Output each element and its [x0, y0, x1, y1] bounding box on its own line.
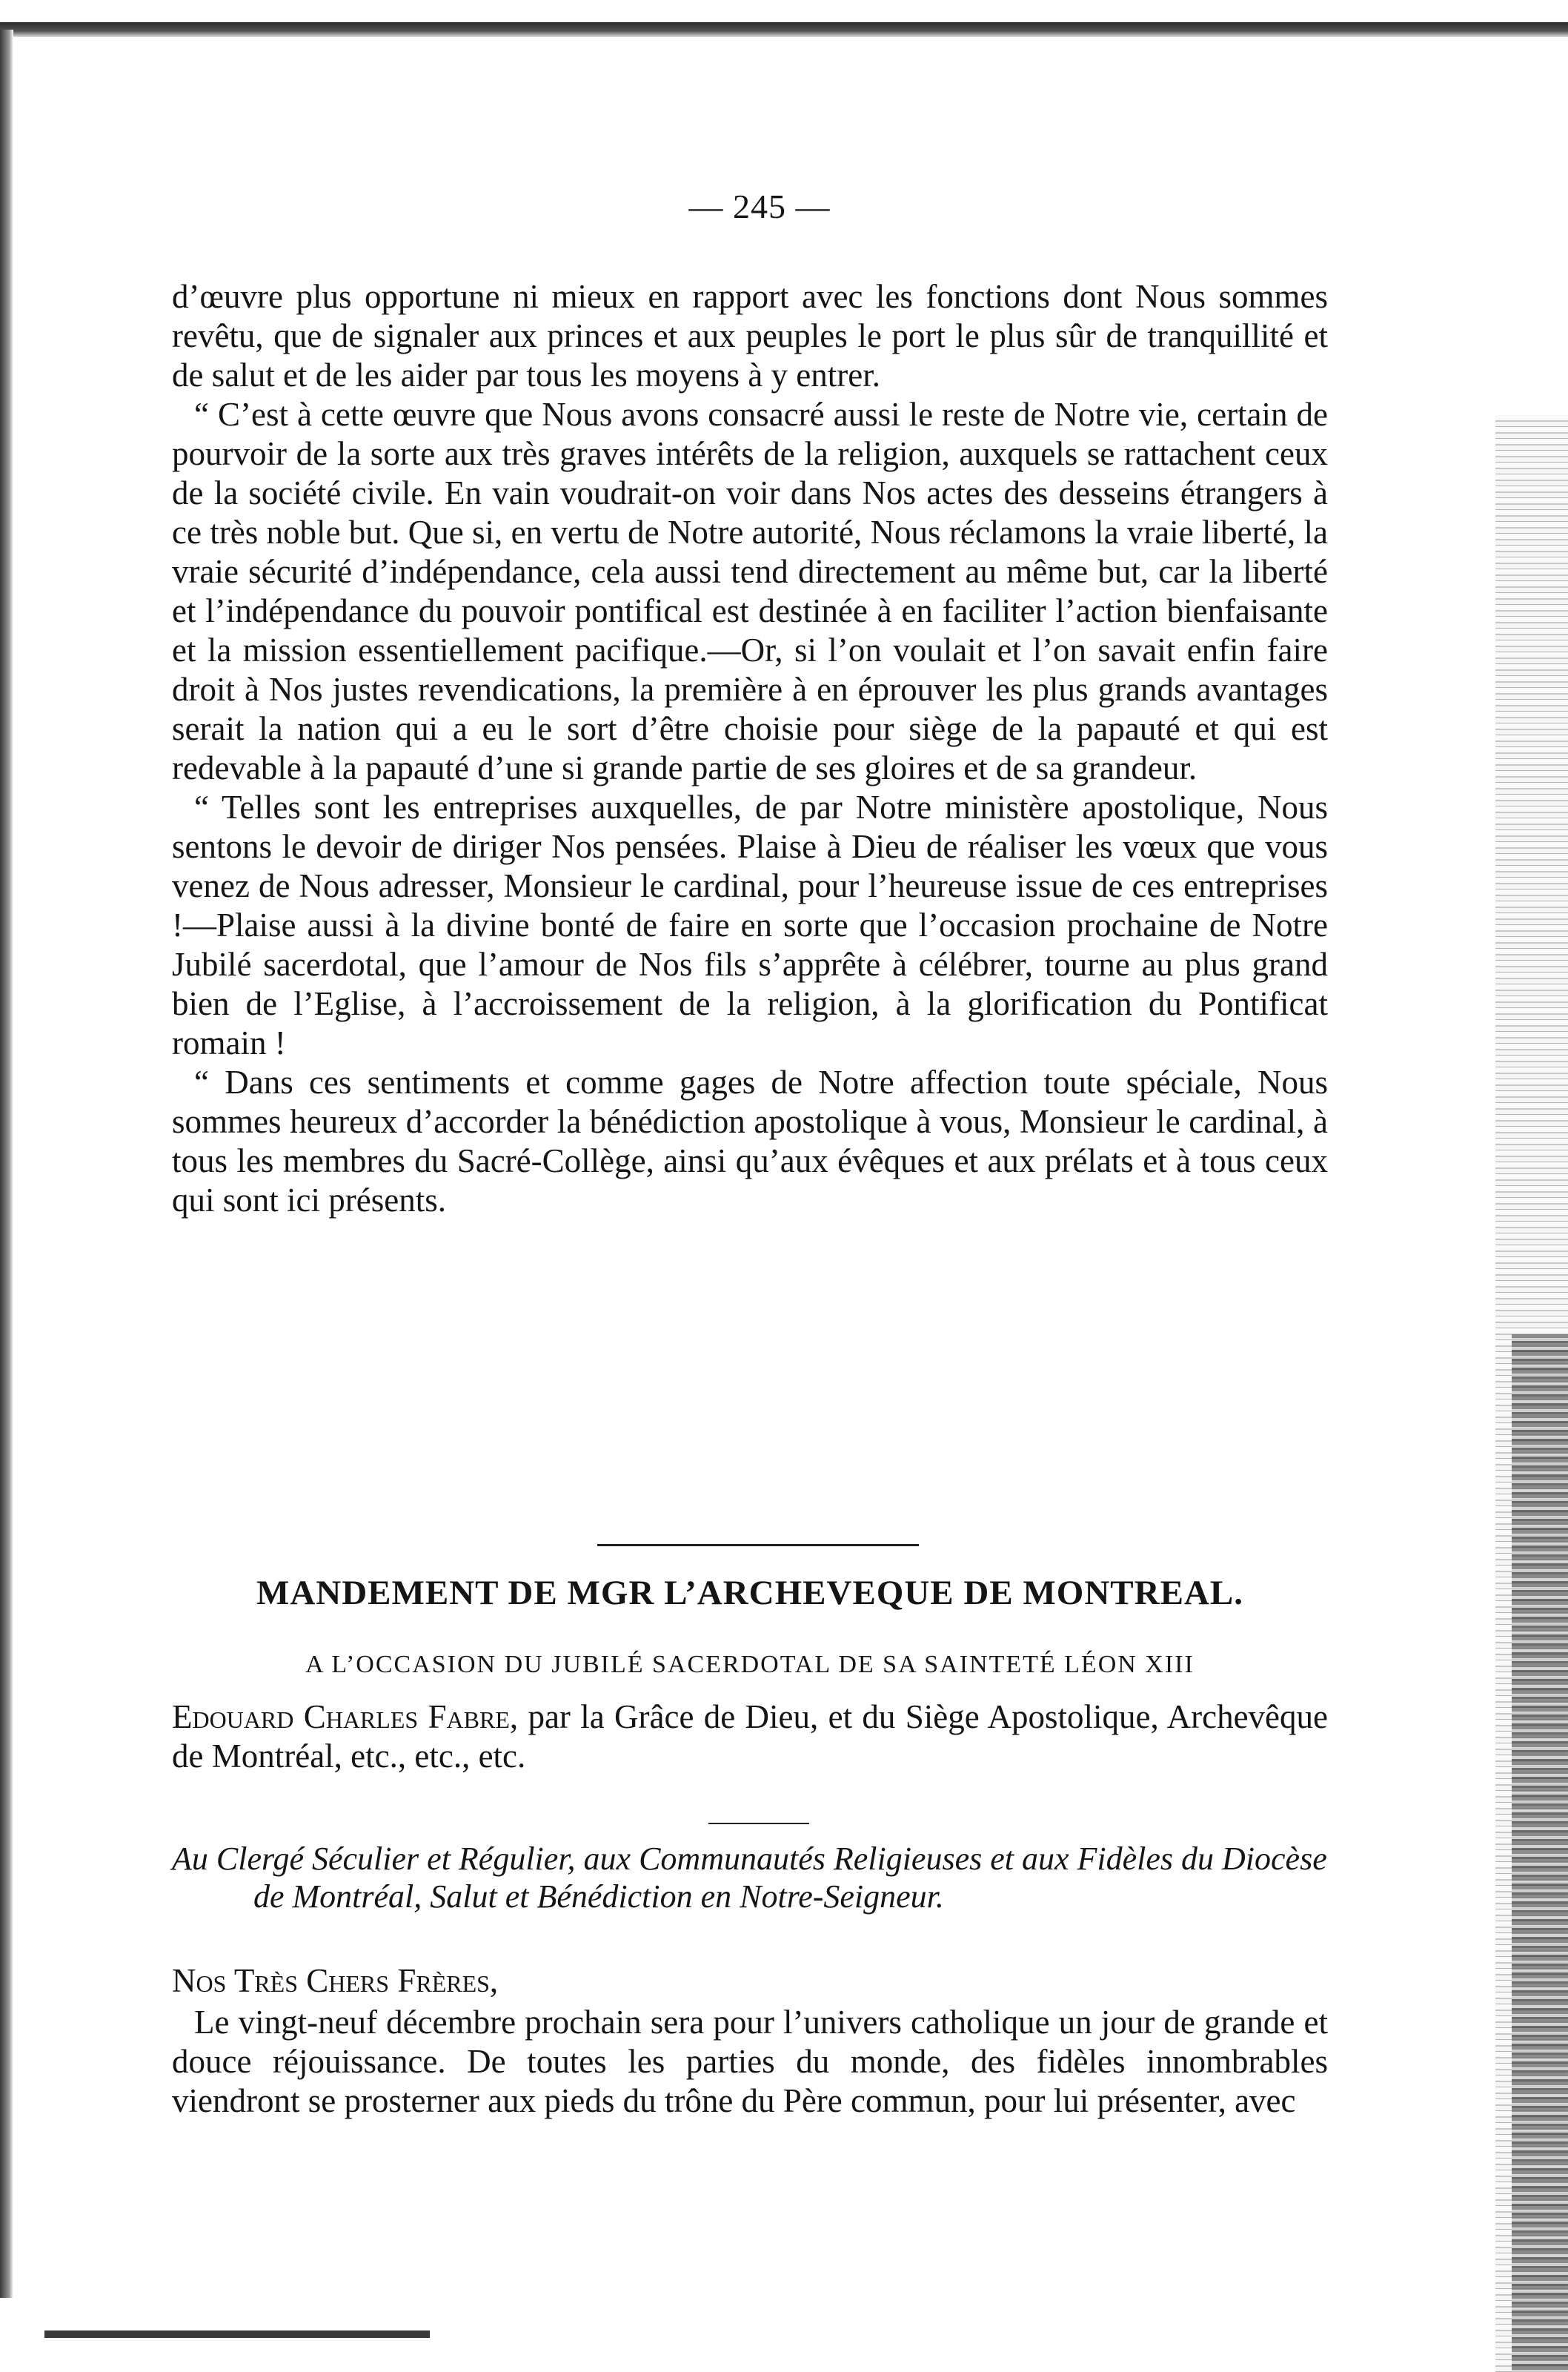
paragraph: Le vingt-neuf décembre prochain sera pour l’univers catholique un jour de grande et douce réjouissance. De toutes les parties du monde, des fidèles innombrables viendront se prosterner aux pieds du trône du Père commun, pour lui présenter, avec [172, 2004, 1328, 2119]
page-number: — 245 — [688, 188, 831, 225]
mandement-author [172, 1697, 1328, 1776]
section-divider [597, 1544, 919, 1546]
scan-edge-top [0, 22, 1568, 37]
short-divider [708, 1823, 809, 1824]
mandement-subtitle: A L’OCCASION DU JUBILÉ SACERDOTAL DE SA SAINTETÉ LÉON XIII [305, 1651, 1195, 1678]
author-name: Edouard Charles Fabre, [172, 1698, 519, 1735]
mandement-body [172, 2003, 1328, 2121]
paragraph: “ C’est à cette œuvre que Nous avons consacré aussi le reste de Notre vie, certain de pourvoir de la sorte aux très graves intérêts de la religion, auxquels se rattachent ceux de la société civile. En vain voudrait-on voir dans Nos actes des desseins étrangers à ce très noble but. Que si, en vertu de Notre autorité, Nous réclamons la vraie liberté, la vraie sécurité d’indépendance, cela aussi tend directement au même but, car la liberté et l’indépendance du pouvoir pontifical est destinée à en faciliter l’action bienfaisante et la mission essentiellement pacifique.—Or, si l’on voulait et l’on savait enfin faire droit à Nos justes revendications, la première à en éprouver les plus grands avantages serait la nation qui a eu le sort d’être choisie pour siège de la papauté et qui est redevable à la papauté d’une si grande partie de ses gloires et de sa grandeur. [172, 396, 1328, 786]
paragraph: “ Dans ces sentiments et comme gages de Notre affection toute spéciale, Nous sommes heureux d’accorder la bénédiction apostolique à vous, Monsieur le cardinal, à tous les membres du Sacré-Collège, ainsi qu’aux évêques et aux prélats et à tous ceux qui sont ici présents. [172, 1064, 1328, 1219]
scan-edge-left [0, 30, 13, 2298]
author-title: par la Grâce de Dieu, et du Siège Apostolique, Archevêque de Montréal, etc., etc., etc. [172, 1698, 1329, 1775]
mandement-address: Au Clergé Séculier et Régulier, aux Communautés Religieuses et aux Fidèles du Diocèse de Montréal, Salut et Bénédiction en Notre-Seigneur. [172, 1841, 1327, 1915]
mandement-title: MANDEMENT DE MGR L’ARCHEVEQUE DE MONTREAL. [256, 1574, 1243, 1612]
paragraph: d’œuvre plus opportune ni mieux en rapport avec les fonctions dont Nous sommes revêtu, que de signaler aux princes et aux peuples le port le plus sûr de tranquillité et de salut et de les aider par tous les moyens à y entrer. [172, 278, 1328, 394]
letter-body [172, 277, 1328, 1220]
mandement-salutation: Nos Très Chers Frères, [172, 1962, 499, 1999]
scan-edge-right-dark [1512, 1334, 1568, 2372]
scan-edge-bottom [44, 2330, 430, 2338]
paragraph: “ Telles sont les entreprises auxquelles, de par Notre ministère apostolique, Nous sentons le devoir de diriger Nos pensées. Plaise à Dieu de réaliser les vœux que vous venez de Nous adresser, Monsieur le cardinal, pour l’heureuse issue de ces entreprises !—Plaise aussi à la divine bonté de faire en sorte que l’occasion prochaine de Notre Jubilé sacerdotal, que l’amour de Nos fils s’apprête à célébrer, tourne au plus grand bien de l’Eglise, à l’accroissement de la religion, à la glorification du Pontificat romain ! [172, 789, 1328, 1061]
